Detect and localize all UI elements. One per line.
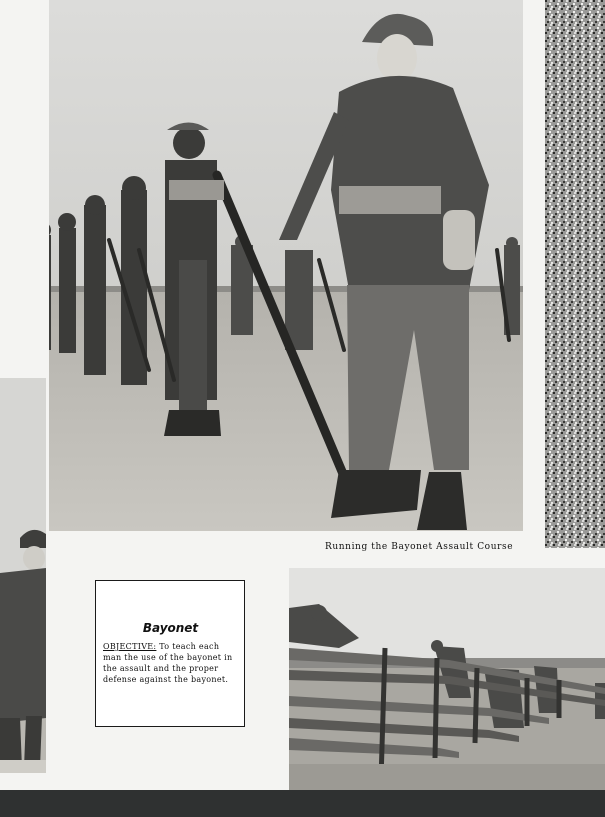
objective-box-title: Bayonet (142, 621, 199, 635)
objective-label: OBJECTIVE: (103, 642, 157, 651)
photo-caption: Running the Bayonet Assault Course (325, 542, 514, 552)
photo-log-fence-assault (289, 568, 605, 790)
objective-text: To teach each man the use of the bayonet in the assault and the proper defense against the bayonet. (103, 642, 233, 684)
page-bottom-bar (0, 790, 605, 817)
speckled-texture-strip (545, 0, 605, 548)
photo-soldiers-in-line (49, 0, 523, 531)
objective-box (95, 580, 245, 727)
objective-box-text (103, 641, 238, 685)
photo-soldier-helmet (0, 378, 46, 773)
